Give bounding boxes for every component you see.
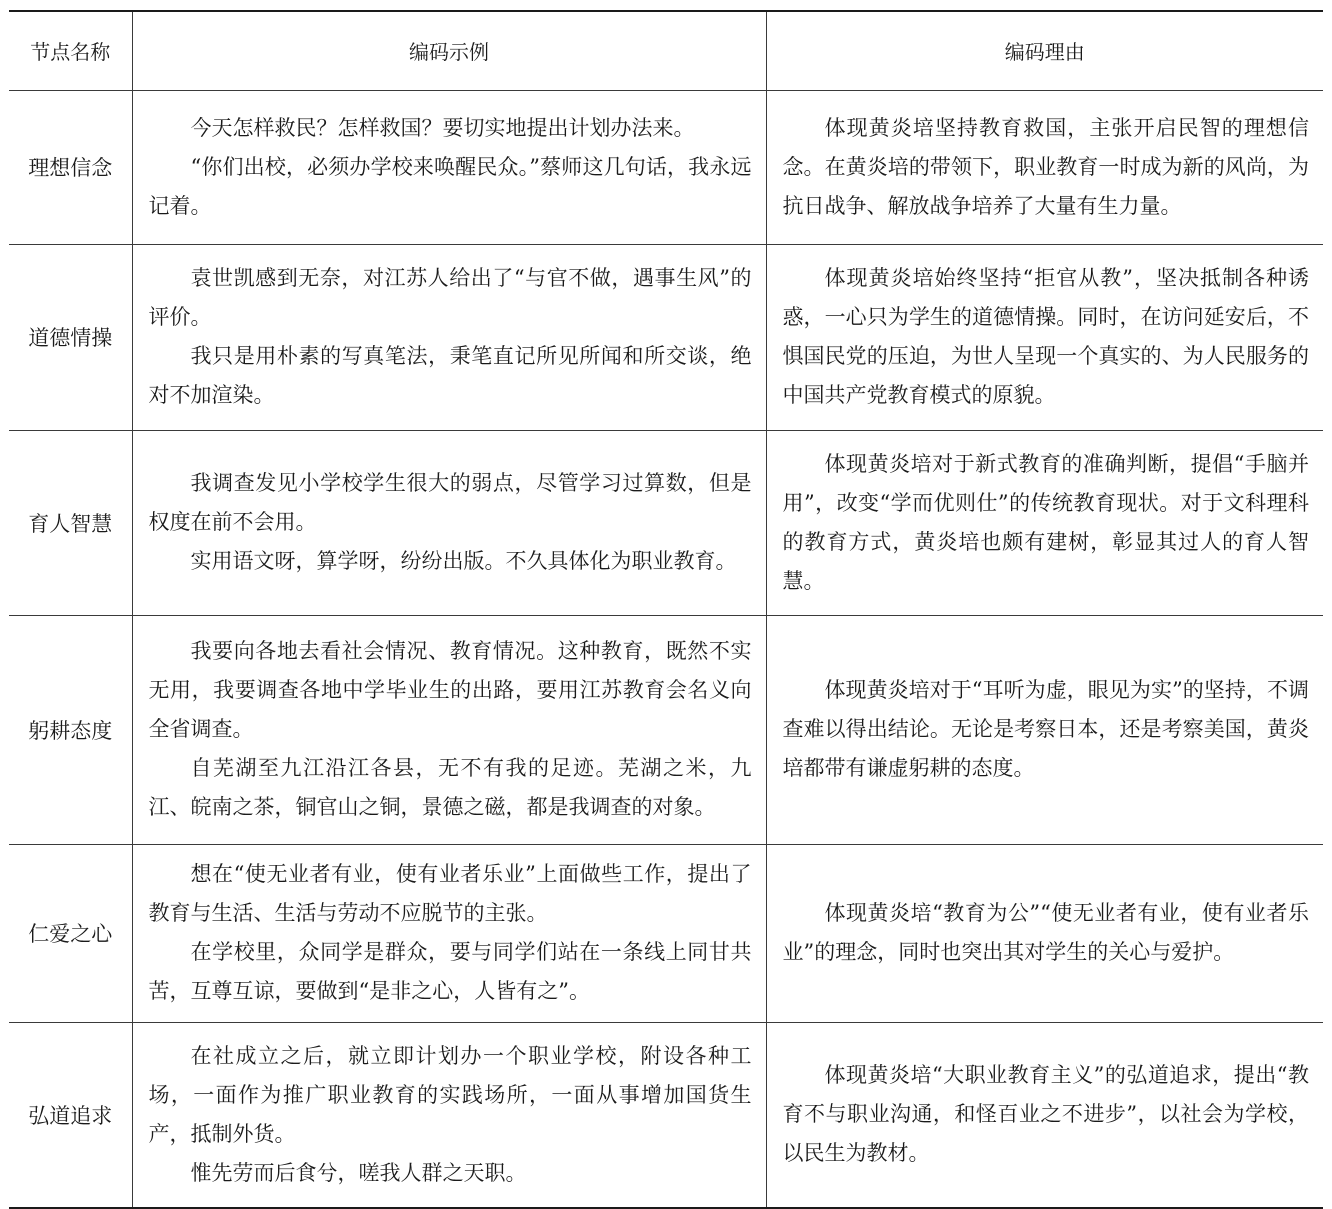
header-coding-reason: 编码理由 xyxy=(766,11,1323,90)
example-cell xyxy=(132,244,766,430)
node-name-cell: 理想信念 xyxy=(9,90,132,244)
table-row xyxy=(9,615,1323,844)
reason-cell xyxy=(766,430,1323,615)
reason-paragraph: 体现黄炎培“教育为公”“使无业者有业，使有业者乐业”的理念，同时也突出其对学生的关心与爱护。 xyxy=(782,901,1309,964)
table-row xyxy=(9,1022,1323,1208)
table-row xyxy=(9,244,1323,430)
example-paragraph: 我调查发见小学校学生很大的弱点，尽管学习过算数，但是权度在前不会用。 xyxy=(148,471,752,534)
reason-cell xyxy=(766,1022,1323,1208)
reason-cell xyxy=(766,615,1323,844)
node-name-cell: 道德情操 xyxy=(9,244,132,430)
reason-cell xyxy=(766,244,1323,430)
table-row xyxy=(9,90,1323,244)
reason-paragraph: 体现黄炎培坚持教育救国，主张开启民智的理想信念。在黄炎培的带领下，职业教育一时成为新的风尚，为抗日战争、解放战争培养了大量有生力量。 xyxy=(782,115,1309,218)
reason-cell xyxy=(766,844,1323,1022)
example-paragraph: 自芜湖至九江沿江各县，无不有我的足迹。芜湖之米，九江、皖南之茶，铜官山之铜，景德之磁，都是我调查的对象。 xyxy=(148,756,752,819)
reason-cell xyxy=(766,90,1323,244)
example-cell xyxy=(132,844,766,1022)
example-cell xyxy=(132,1022,766,1208)
example-paragraph: 在社成立之后，就立即计划办一个职业学校，附设各种工场，一面作为推广职业教育的实践场所，一面从事增加国货生产，抵制外货。 xyxy=(148,1043,752,1146)
header-coding-example: 编码示例 xyxy=(132,11,766,90)
example-paragraph: 我要向各地去看社会情况、教育情况。这种教育，既然不实无用，我要调查各地中学毕业生的出路，要用江苏教育会名义向全省调查。 xyxy=(148,639,752,741)
header-node-name: 节点名称 xyxy=(9,11,132,90)
example-cell xyxy=(132,615,766,844)
example-cell xyxy=(132,90,766,244)
reason-paragraph: 体现黄炎培对于“耳听为虚，眼见为实”的坚持，不调查难以得出结论。无论是考察日本，还是考察美国，黄炎培都带有谦虚躬耕的态度。 xyxy=(782,678,1309,780)
example-paragraph: 今天怎样救民？怎样救国？要切实地提出计划办法来。 xyxy=(190,115,695,140)
example-paragraph: 想在“使无业者有业，使有业者乐业”上面做些工作，提出了教育与生活、生活与劳动不应脱节的主张。 xyxy=(148,862,752,925)
table-row xyxy=(9,430,1323,615)
example-paragraph: “你们出校，必须办学校来唤醒民众。”蔡师这几句话，我永远记着。 xyxy=(148,154,752,218)
reason-paragraph: 体现黄炎培“大职业教育主义”的弘道追求，提出“教育不与职业沟通，和怪百业之不进步”，以社会为学校，以民生为教材。 xyxy=(782,1063,1309,1166)
coding-table xyxy=(9,10,1323,1209)
example-paragraph: 惟先劳而后食兮，嗟我人群之天职。 xyxy=(190,1160,527,1185)
reason-paragraph: 体现黄炎培对于新式教育的准确判断，提倡“手脑并用”，改变“学而优则仕”的传统教育现状。对于文科理科的教育方式，黄炎培也颇有建树，彰显其过人的育人智慧。 xyxy=(782,451,1309,593)
example-paragraph: 袁世凯感到无奈，对江苏人给出了“与官不做，遇事生风”的评价。 xyxy=(148,266,752,329)
example-paragraph: 实用语文呀，算学呀，纷纷出版。不久具体化为职业教育。 xyxy=(190,549,737,573)
example-paragraph: 在学校里，众同学是群众，要与同学们站在一条线上同甘共苦，互尊互谅，要做到“是非之心，人皆有之”。 xyxy=(148,940,752,1003)
table-header-row xyxy=(9,11,1323,90)
node-name-cell: 躬耕态度 xyxy=(9,615,132,844)
node-name-cell: 仁爱之心 xyxy=(9,844,132,1022)
example-paragraph: 我只是用朴素的写真笔法，秉笔直记所见所闻和所交谈，绝对不加渲染。 xyxy=(148,344,752,407)
example-cell xyxy=(132,430,766,615)
reason-paragraph: 体现黄炎培始终坚持“拒官从教”，坚决抵制各种诱惑，一心只为学生的道德情操。同时，在访问延安后，不惧国民党的压迫，为世人呈现一个真实的、为人民服务的中国共产党教育模式的原貌。 xyxy=(782,266,1309,407)
node-name-cell: 弘道追求 xyxy=(9,1022,132,1208)
node-name-cell: 育人智慧 xyxy=(9,430,132,615)
table-row xyxy=(9,844,1323,1022)
